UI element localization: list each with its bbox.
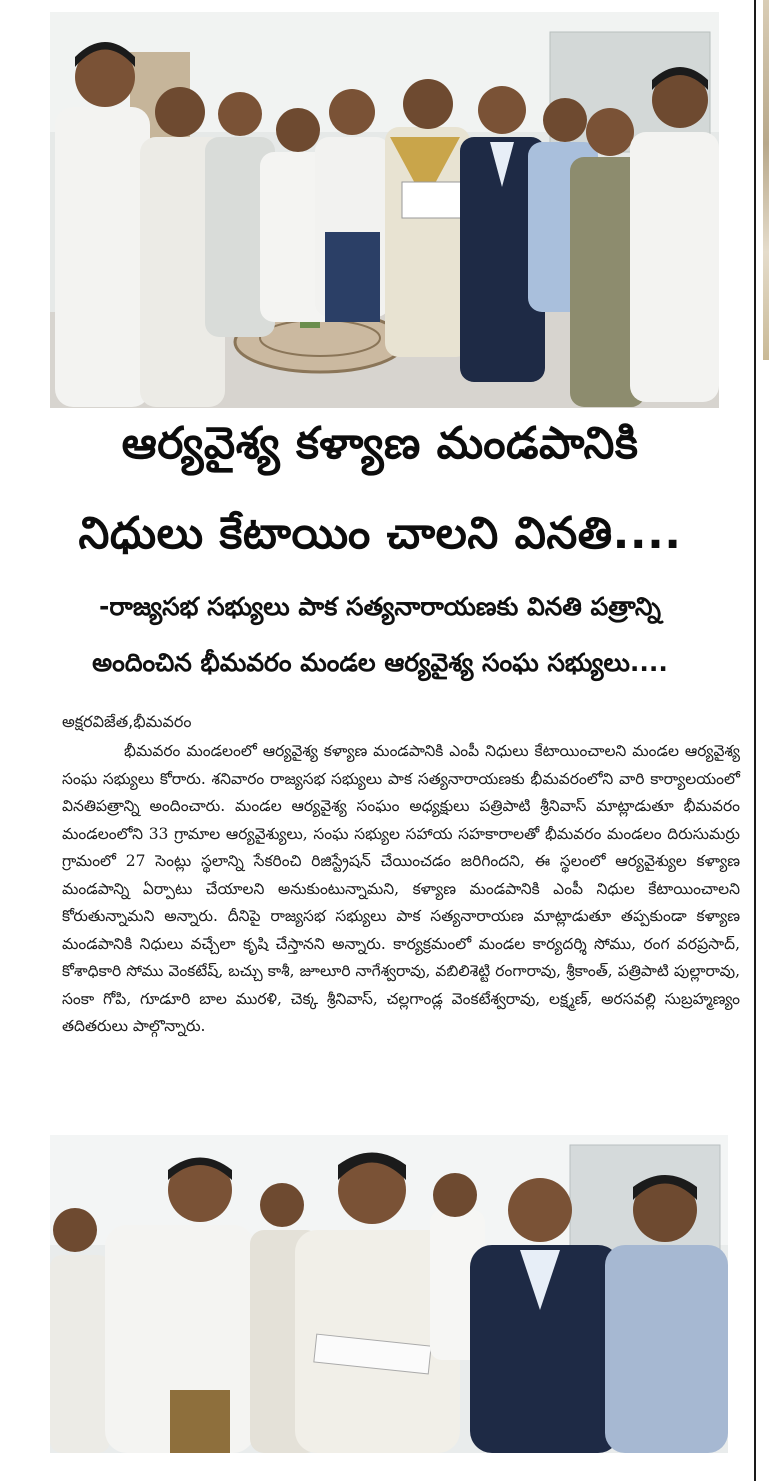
subheadline-line-2: అందించిన భీమవరం మండల ఆర్యవైశ్య సంఘ సభ్యులు.... <box>92 648 668 677</box>
subheadline-line-1: -రాజ్యసభ సభ్యులు పాక సత్యనారాయణకు వినతి పత్రాన్ని <box>99 592 661 621</box>
headline-line-2: నిధులు కేటాయిం చాలని వినతి.... <box>78 508 682 559</box>
adjacent-column-edge <box>763 0 769 360</box>
headline-line-1: ఆర్యవైశ్య కళ్యాణ మండపానికి <box>121 418 639 469</box>
petition-document <box>402 182 462 218</box>
column-divider-rule <box>754 0 756 1481</box>
photo-petition-handover <box>50 12 719 408</box>
photo-mp-reading-petition <box>50 1135 728 1453</box>
photo-petition-handover-illustration <box>50 12 719 408</box>
dateline: అక్షరవిజేత,భీమవరం <box>62 712 192 731</box>
article-body: భీమవరం మండలంలో ఆర్యవైశ్య కళ్యాణ మండపానికి ఎంపీ నిధులు కేటాయించాలని మండల ఆర్యవైశ్య సంఘ సభ్యులు కోరారు. శనివారం రాజ్యసభ సభ్యులు పాక సత్యనారాయణకు భీమవరంలోని వారి కార్యాలయంలో వినతిపత్రాన్ని అందించారు. మండల ఆర్యవైశ్య సంఘం అధ్యక్షులు పత్రిపాటి శ్రీనివాస్ మాట్లాడుతూ భీమవరం మండలంలోని 33 గ్రామాల ఆర్యవైశ్యులు, సంఘ సభ్యుల సహాయ సహకారాలతో భీమవరం మండలం దిరుసుమర్రు గ్రామంలో 27 సెంట్లు స్థలాన్ని సేకరించి రిజిస్ట్రేషన్ చేయించడం జరిగిందని, ఈ స్థలంలో ఆర్యవైశ్యుల కళ్యాణ మండపాన్ని ఏర్పాటు చేయాలని అనుకుంటున్నామని, కళ్యాణ మండపానికి ఎంపీ నిధుల కేటాయించాలని కోరుతున్నామని అన్నారు. దీనిపై రాజ్యసభ సభ్యులు పాక సత్యనారాయణ మాట్లాడుతూ తప్పకుండా కళ్యాణ మండపానికి నిధులు వచ్చేలా కృషి చేస్తానని అన్నారు. కార్యక్రమంలో మండల కార్యదర్శి సోము, రంగ వరప్రసాద్, కోశాధికారి సోము వెంకటేష్, బచ్చు కాశీ, జూలూరి నాగేశ్వరావు, వబిలిశెట్టి రంగారావు, శ్రీకాంత్, పత్రిపాటి పుల్లారావు, సంకా గోపి, గూడూరి బాల మురళి, చెక్క శ్రీనివాస్, చల్లగాండ్ల వెంకటేశ్వరావు, లక్ష్మణ్, అరసవల్లి సుబ్రహ్మణ్యం తదితరులు పాల్గొన్నారు. <box>62 742 740 1035</box>
photo-mp-reading-petition-illustration <box>50 1135 728 1453</box>
